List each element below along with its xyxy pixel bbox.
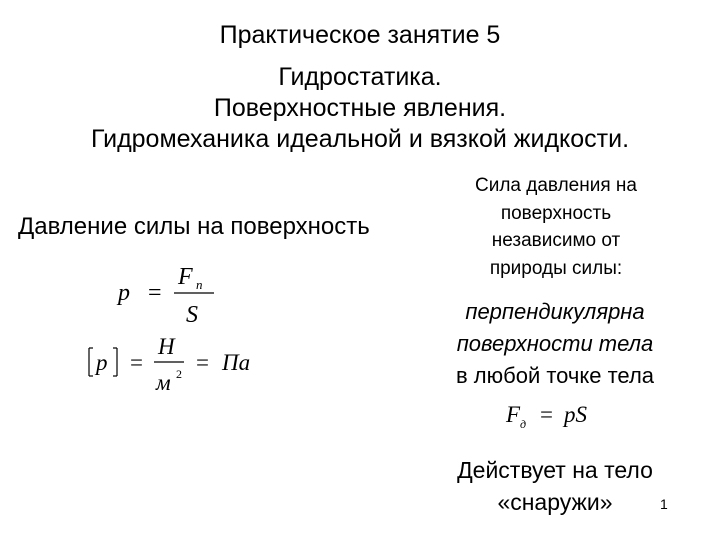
subtitle-line: Гидромеханика идеальной и вязкой жидкости. <box>90 125 630 153</box>
units-numerator: Н <box>158 334 175 359</box>
note-line: поверхность <box>500 202 612 224</box>
pressure-heading: Давление силы на поверхность <box>18 213 370 240</box>
formula-equals: = <box>148 280 162 306</box>
action-line: «снаружи» <box>497 489 613 515</box>
units-equals-1: = <box>130 350 143 375</box>
subtitle-line: Поверхностные явления. <box>213 94 507 122</box>
perpendicular-note <box>420 296 690 392</box>
units-denominator: м <box>156 370 171 395</box>
force-lhs: F <box>506 402 521 427</box>
point-text: в любой точке тела <box>455 363 655 388</box>
emphasis-line: перпендикулярна <box>465 299 645 324</box>
units-equals-2: = <box>196 350 209 375</box>
emphasis-line: поверхности тела <box>456 331 654 356</box>
action-line: Действует на тело <box>457 457 653 483</box>
slide-subtitle <box>0 62 720 155</box>
force-formula <box>500 398 620 438</box>
note-line: Сила давления на <box>475 175 637 196</box>
formula-lhs: p <box>118 280 130 306</box>
units-denominator-superscript: 2 <box>176 367 182 381</box>
force-lhs-subscript: д <box>520 417 527 431</box>
page-number: 1 <box>660 496 668 512</box>
subtitle-line: Гидростатика. <box>278 63 442 91</box>
pressure-force-note <box>436 172 676 282</box>
formula-denominator: S <box>186 302 198 328</box>
units-formula <box>82 332 262 402</box>
formula-numerator: F <box>178 264 193 290</box>
units-lhs: p <box>96 350 108 375</box>
force-equals: = <box>540 402 553 427</box>
formula-numerator-subscript: n <box>196 277 203 292</box>
force-rhs: pS <box>564 402 587 427</box>
units-rhs: Па <box>222 350 251 375</box>
action-note <box>420 454 690 518</box>
pressure-formula <box>110 256 230 336</box>
note-line: природы силы: <box>489 257 623 279</box>
slide-title: Практическое занятие 5 <box>219 21 501 49</box>
note-line: независимо от <box>491 230 621 251</box>
